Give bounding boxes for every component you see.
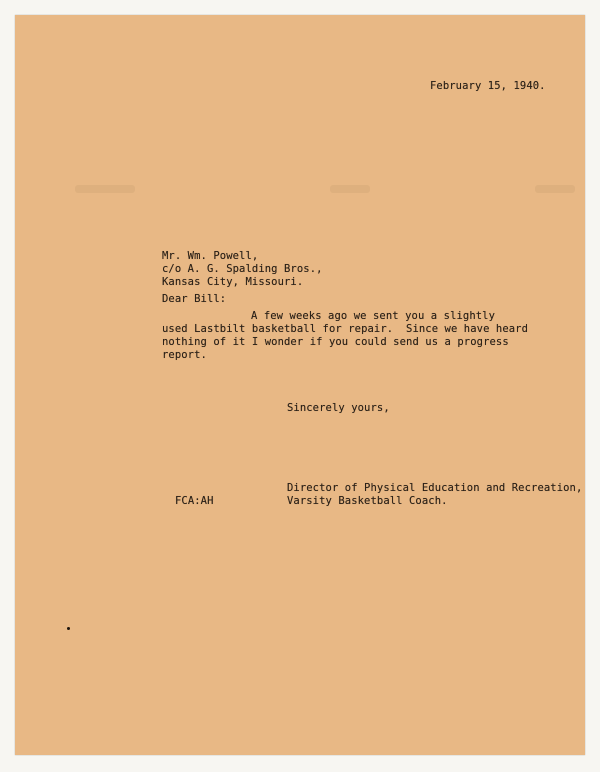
letter-paper [15,15,585,755]
body-line: used Lastbilt basketball for repair. Since we have heard [162,323,529,335]
signature-title: Director of Physical Education and Recreation, [287,482,583,494]
body-line: A few weeks ago we sent you a slightly [251,310,496,322]
body-line: nothing of it I wonder if you could send us a progress [162,336,509,348]
recipient-company: c/o A. G. Spalding Bros., [162,263,323,275]
reference-initials: FCA:AH [175,495,214,507]
ink-spot [67,627,70,630]
paper-mark [75,185,135,193]
salutation: Dear Bill: [162,293,227,305]
recipient-name: Mr. Wm. Powell, [162,250,259,262]
closing: Sincerely yours, [287,402,390,414]
paper-mark [535,185,575,193]
letter-date: February 15, 1940. [430,80,546,92]
signature-subtitle: Varsity Basketball Coach. [287,495,448,507]
paper-mark [330,185,370,193]
body-line: report. [162,349,207,361]
recipient-city: Kansas City, Missouri. [162,276,304,288]
